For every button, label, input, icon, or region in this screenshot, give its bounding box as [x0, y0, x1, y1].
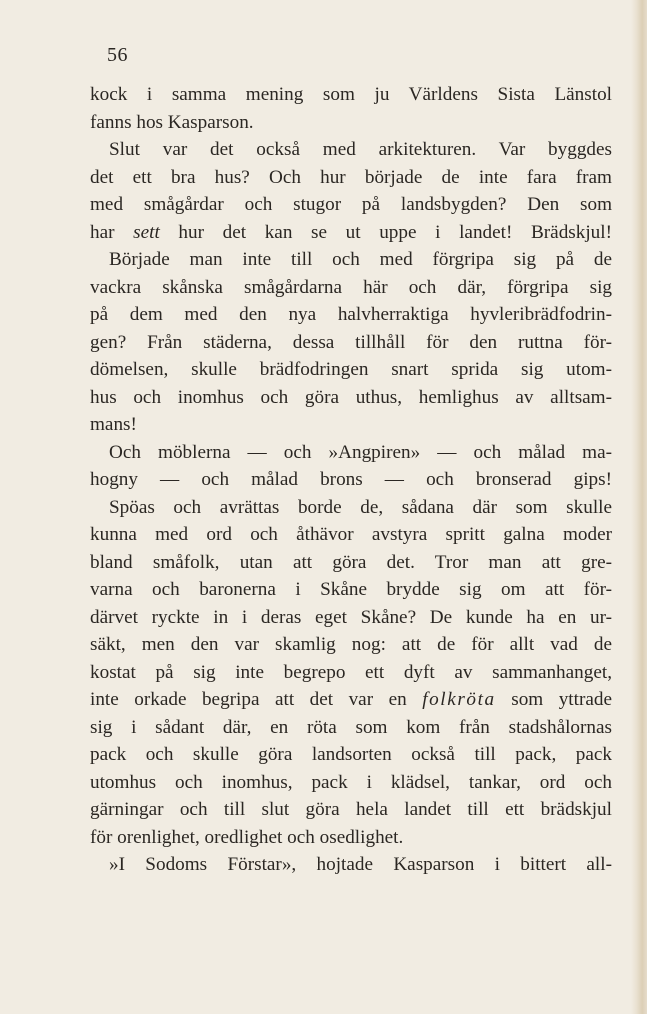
- text-line: [90, 219, 612, 247]
- text-line: för orenlighet, oredlighet och osedlighet.: [90, 826, 404, 848]
- page-edge-shadow: [631, 0, 647, 1014]
- text-line: kock i samma mening som ju Världens Sista Länstol: [90, 84, 612, 105]
- text-line: det ett bra hus? Och hur började de inte fara fram: [90, 166, 612, 188]
- text-line: mans!: [90, 414, 137, 435]
- text-line: kostat på sig inte begrepo ett dyft av sammanhanget,: [90, 661, 612, 683]
- text-line: sig i sådant där, en röta som kom från stadshålornas: [90, 716, 612, 738]
- text-line: kunna med ord och åthävor avstyra spritt galna moder: [90, 524, 612, 545]
- text-line: med smågårdar och stugor på landsbygden? Den som: [90, 194, 612, 215]
- text-line: Började man inte till och med förgripa sig på de: [109, 249, 612, 270]
- text-line: Spöas och avrättas borde de, sådana där som skulle: [109, 496, 612, 518]
- text-line: hus och inomhus och göra uthus, hemlighus av alltsam-: [90, 386, 612, 408]
- page-number: 56: [107, 44, 128, 66]
- text-line: pack och skulle göra landsorten också till pack, pack: [90, 744, 612, 765]
- line-text: har: [90, 221, 134, 243]
- line-text: inte orkade begripa att det var en: [90, 689, 423, 710]
- text-line: hogny — och målad brons — och bronserad gips!: [90, 469, 612, 490]
- text-line: bland småfolk, utan att göra det. Tror man att gre-: [90, 551, 612, 573]
- text-line: Och möblerna — och »Angpiren» — och målad ma-: [109, 441, 612, 463]
- text-line: gen? Från städerna, dessa tillhåll för den ruttna för-: [90, 331, 612, 353]
- text-line: därvet ryckte in i deras eget Skåne? De kunde ha en ur-: [90, 606, 612, 628]
- emphasis: sett: [133, 221, 160, 243]
- text-line: säkt, men den var skamlig nog: att de för allt vad de: [90, 634, 612, 655]
- text-line: »I Sodoms Förstar», hojtade Kasparson i bittert all-: [109, 854, 612, 875]
- text-line: dömelsen, skulle brädfodringen snart sprida sig utom-: [90, 359, 612, 380]
- text-line: fanns hos Kasparson.: [90, 111, 254, 133]
- text-line: [90, 686, 612, 714]
- body-text: [90, 81, 612, 879]
- text-line: gärningar och till slut göra hela landet till ett brädskjul: [90, 799, 612, 820]
- emphasis: folkröta: [422, 689, 496, 710]
- text-line: Slut var det också med arkitekturen. Var byggdes: [109, 139, 612, 160]
- text-line: utomhus och inomhus, pack i klädsel, tankar, ord och: [90, 771, 612, 793]
- line-text: hur det kan se ut uppe i landet! Brädskjul!: [159, 221, 612, 243]
- text-line: vackra skånska smågårdarna här och där, förgripa sig: [90, 276, 612, 298]
- text-line: varna och baronerna i Skåne brydde sig om att för-: [90, 579, 612, 600]
- line-text: som yttrade: [495, 689, 612, 710]
- text-line: på dem med den nya halvherraktiga hyvleribrädfodrin-: [90, 304, 612, 325]
